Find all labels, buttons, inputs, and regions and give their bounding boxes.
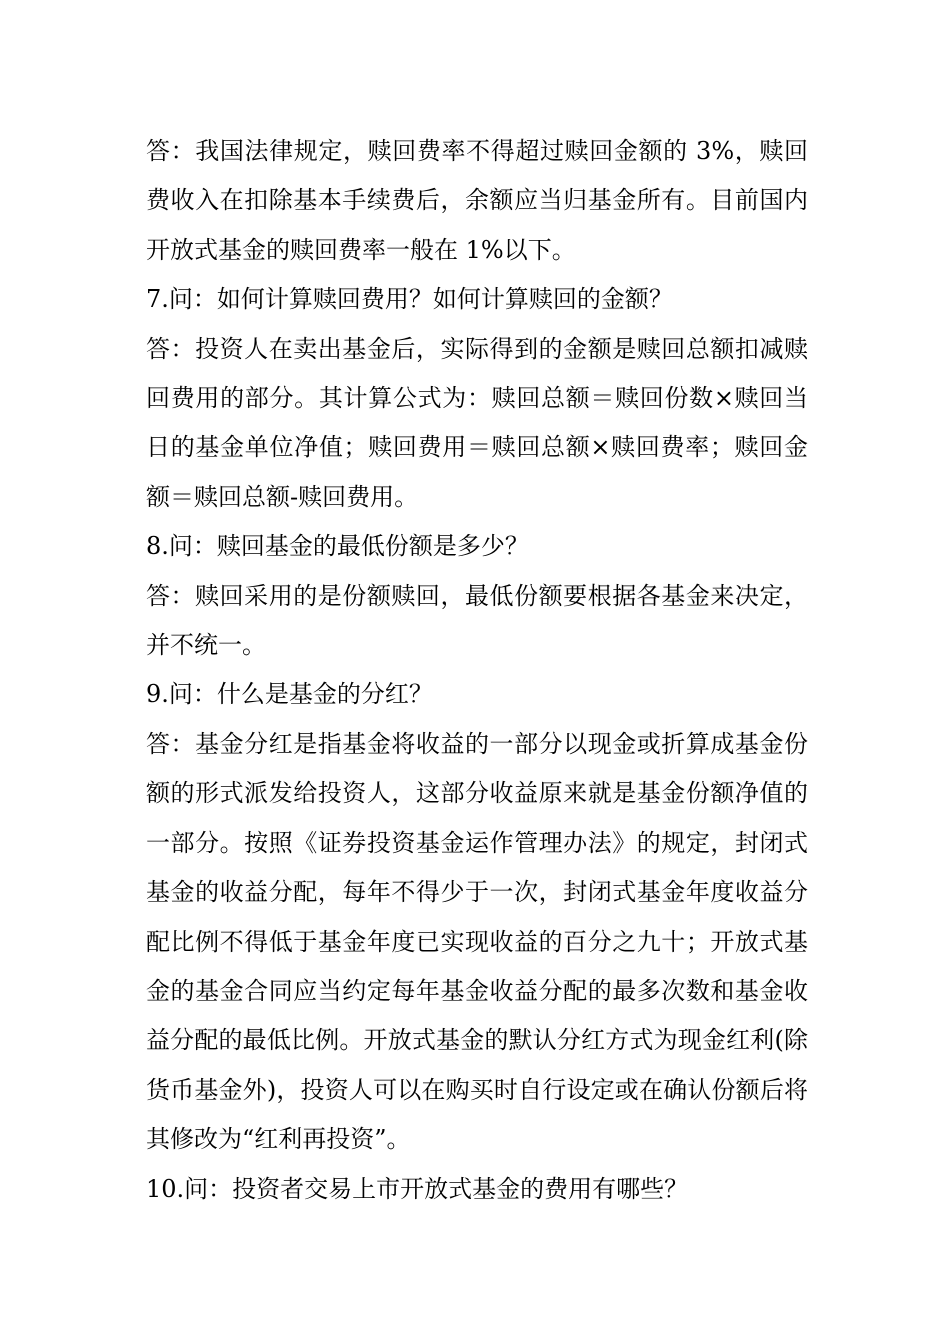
document-body xyxy=(146,127,808,1214)
question-heading: 7.问：如何计算赎回费用？如何计算赎回的金额？ xyxy=(146,285,673,314)
answer-paragraph: 答：投资人在卖出基金后，实际得到的金额是赎回总额扣减赎回费用的部分。其计算公式为：赎回总额＝赎回份数×赎回当日的基金单位净值；赎回费用＝赎回总额×赎回费率；赎回金额＝赎回总额-赎回费用。 xyxy=(146,334,808,511)
answer-paragraph: 答：赎回采用的是份额赎回，最低份额要根据各基金来决定，并不统一。 xyxy=(146,581,808,660)
answer-paragraph: 答：基金分红是指基金将收益的一部分以现金或折算成基金份额的形式派发给投资人，这部分收益原来就是基金份额净值的一部分。按照《证券投资基金运作管理办法》的规定，封闭式基金的收益分配，每年不得少于一次，封闭式基金年度收益分配比例不得低于基金年度已实现收益的百分之九十；开放式基金的基金合同应当约定每年基金收益分配的最多次数和基金收益分配的最低比例。开放式基金的默认分红方式为现金红利(除货币基金外)，投资人可以在购买时自行设定或在确认份额后将其修改为“红利再投资”。 xyxy=(146,729,808,1154)
question-heading: 9.问：什么是基金的分红？ xyxy=(146,680,433,709)
answer-paragraph: 答：我国法律规定，赎回费率不得超过赎回金额的 3%，赎回费收入在扣除基本手续费后，余额应当归基金所有。目前国内开放式基金的赎回费率一般在 1%以下。 xyxy=(146,137,808,264)
question-heading: 8.问：赎回基金的最低份额是多少？ xyxy=(146,532,529,561)
question-heading: 10.问：投资者交易上市开放式基金的费用有哪些？ xyxy=(146,1174,689,1203)
